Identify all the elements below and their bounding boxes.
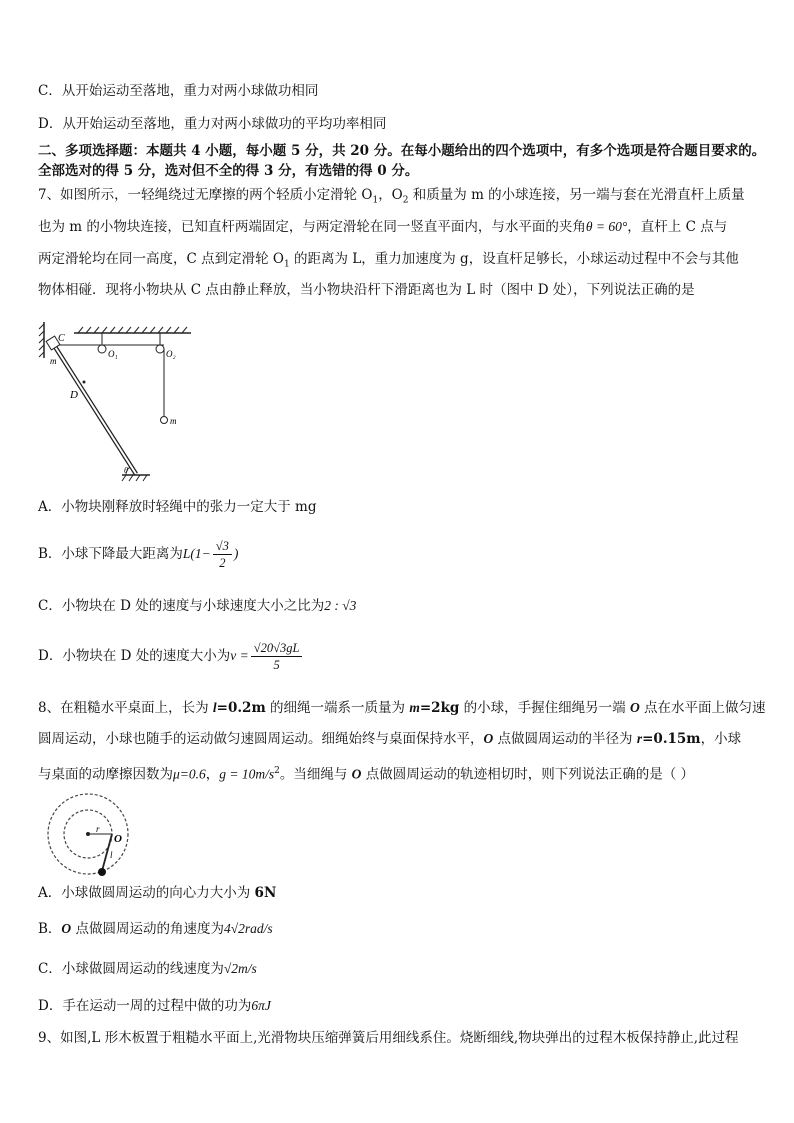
section2-heading: 二、多项选择题：本题共 4 小题，每小题 5 分，共 20 分。在每小题给出的四个选项中，有多个选项是符合题目要求的。 — [38, 143, 766, 159]
q7-option-c — [38, 597, 356, 615]
pulley-o2-icon — [156, 345, 164, 353]
q8-var-o: O — [61, 921, 72, 936]
label-l: l — [110, 850, 113, 860]
q8-option-c — [38, 960, 257, 978]
q7-option-d-num: √20√3gL — [251, 640, 303, 657]
q7-sub: 1 — [283, 259, 290, 270]
q7-option-b-num: √3 — [213, 538, 232, 555]
q8-text: 点做圆周运动的半径为 — [493, 731, 637, 747]
q8-option-b — [38, 920, 273, 938]
q8-figure — [42, 792, 132, 878]
q8-g: g = 10m/s — [219, 766, 275, 782]
q7-option-b-math: L(1− — [182, 546, 211, 561]
label-theta: θ — [124, 466, 128, 475]
q8-option-b-math: 4√2rad/s — [223, 921, 273, 936]
q7-option-d — [38, 640, 304, 673]
q8-text: 的细绳一端系一质量为 — [265, 700, 410, 716]
q8-val: =2kg — [419, 700, 460, 716]
option-c-prev: C．从开始运动至落地，重力对两小球做功相同 — [38, 83, 319, 99]
q8-text: 点在水平面上做匀速 — [639, 700, 766, 716]
label-m-ball: m — [170, 416, 177, 426]
q8-option-b-text: 点做圆周运动的角速度为 — [71, 921, 224, 937]
q7-text: 的距离为 L，重力加速度为 g，设直杆足够长，小球运动过程中不会与其他 — [289, 251, 739, 267]
q8-line2 — [38, 730, 741, 748]
label-o1: O₁ — [108, 349, 118, 359]
q7-sub: 1 — [372, 195, 379, 206]
q8-option-a — [38, 884, 276, 902]
q7-option-b-text: B．小球下降最大距离为 — [38, 546, 183, 562]
q7-option-a: A．小物块刚释放时轻绳中的张力一定大于 mg — [38, 499, 317, 515]
pulley-o1-icon — [98, 345, 106, 353]
ball-icon — [98, 868, 106, 876]
q7-text: 7、如图所示，一轻绳绕过无摩擦的两个轻质小定滑轮 O — [38, 187, 373, 203]
q8-text: 与桌面的动摩擦因数为 — [38, 766, 173, 783]
q7-option-b — [38, 538, 238, 571]
q7-text: 和质量为 m 的小球连接，另一端与套在光滑直杆上质量 — [408, 187, 745, 203]
q8-text: ，小球 — [700, 731, 742, 747]
q7-text: ，O — [378, 187, 403, 203]
section2-scoring: 全部选对的得 5 分，选对但不全的得 3 分，有选错的得 0 分。 — [38, 163, 419, 179]
q8-var-o: O — [483, 731, 494, 746]
q7-line4: 物体相碰．现将小物块从 C 点由静止释放，当小物块沿杆下滑距离也为 L 时（图中 D 处），下列说法正确的是 — [38, 282, 695, 298]
q8-sup: 2 — [274, 766, 280, 776]
q8-option-c-math: √2m/s — [223, 961, 257, 976]
q7-line3 — [38, 250, 739, 274]
q7-sub: 2 — [402, 195, 409, 206]
q8-var-r: r — [636, 731, 643, 746]
label-r: r — [96, 824, 100, 834]
q7-theta-value: θ = 60° — [585, 219, 628, 234]
q8-var-o: O — [351, 766, 362, 782]
q8-var-l: l — [212, 700, 217, 715]
q8-var-m: m — [409, 700, 420, 715]
q7-text: ，直杆上 C 点与 — [627, 219, 728, 235]
q8-line3: 与桌面的动摩擦因数为μ=0.6，$g = 10m/s^2$。当细绳与 O 点做圆周运动的轨迹相切时，则下列说法正确的是（ ） — [38, 766, 695, 783]
q8-option-b-text: B． — [38, 921, 62, 937]
q7-option-d-text: D．小物块在 D 处的速度大小为 — [38, 648, 231, 664]
q7-figure — [38, 316, 198, 482]
q7-line2 — [38, 218, 727, 236]
q8-option-d-math: 6πJ — [251, 998, 271, 1013]
q9-line1: 9、如图,L 形木板置于粗糙水平面上,光滑物块压缩弹簧后用细线系住。烧断细线,物块弹出的过程木板保持静止,此过程 — [38, 1030, 739, 1046]
q8-option-d — [38, 997, 271, 1015]
q8-val: =0.2m — [216, 700, 266, 716]
q8-option-d-text: D．手在运动一周的过程中做的功为 — [38, 998, 252, 1014]
q7-option-d-v: v = — [230, 648, 249, 663]
hanging-ball-icon — [161, 417, 168, 424]
label-o: O — [114, 833, 122, 845]
q7-text: 也为 m 的小物块连接，已知直杆两端固定，与两定滑轮在同一竖直平面内，与水平面的夹角 — [38, 219, 586, 235]
q8-text: 8、在粗糙水平桌面上，长为 — [38, 700, 213, 716]
q8-val: =0.15m — [642, 731, 701, 747]
q7-option-d-den: 5 — [273, 658, 280, 672]
q7-option-c-text: C．小物块在 D 处的速度与小球速度大小之比为 — [38, 598, 325, 614]
q7-option-c-math: 2 : √3 — [324, 598, 357, 613]
q8-option-a-text: A．小球做圆周运动的向心力大小为 — [38, 885, 255, 901]
q7-line1 — [38, 186, 745, 210]
q8-text: 圆周运动，小球也随手的运动做匀速圆周运动。细绳始终与桌面保持水平， — [38, 731, 484, 747]
q8-mu: μ=0.6 — [173, 766, 206, 782]
q8-option-c-text: C．小球做圆周运动的线速度为 — [38, 961, 224, 977]
option-d-prev: D．从开始运动至落地，重力对两小球做功的平均功率相同 — [38, 116, 387, 132]
q8-line1 — [38, 699, 766, 717]
q7-option-b-close: ) — [233, 546, 239, 561]
label-o2: O₂ — [166, 349, 176, 359]
q8-var-o: O — [629, 700, 640, 715]
q8-text: 。当细绳与 — [279, 766, 352, 783]
label-m-block: m — [50, 356, 57, 366]
q8-text: 点做圆周运动的轨迹相切时，则下列说法正确的是（ ） — [361, 766, 695, 783]
label-d: D — [70, 389, 78, 401]
q8-option-a-val: 6N — [254, 885, 277, 901]
label-c: C — [58, 333, 65, 344]
q7-option-b-den: 2 — [219, 556, 226, 570]
q8-text: 的小球，手握住细绳另一端 — [459, 700, 630, 716]
q7-text: 两定滑轮均在同一高度，C 点到定滑轮 O — [38, 251, 284, 267]
